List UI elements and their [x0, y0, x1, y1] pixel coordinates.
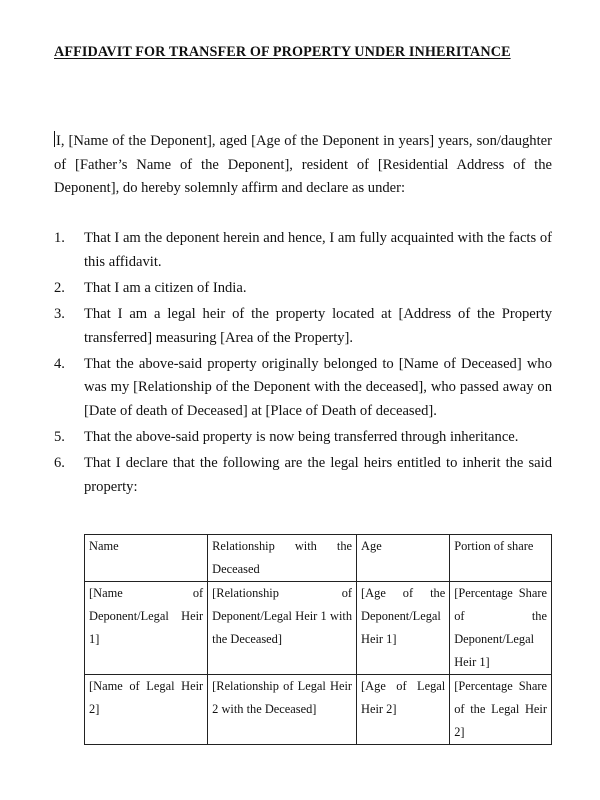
table-cell: [Percentage Share of the Legal Heir 2]: [450, 675, 552, 745]
clause-item: [54, 303, 554, 350]
clause-number: 5.: [54, 429, 65, 446]
table-header-cell: Relationship with the Deceased: [208, 535, 357, 582]
table-header-cell: Age: [357, 535, 450, 582]
legal-heirs-table: [84, 534, 552, 745]
table-cell: [Age of the Deponent/Legal Heir 1]: [357, 582, 450, 675]
clause-text: That the above-said property originally belonged to [Name of Deceased] who was my [Relationship of the Deponent with the deceased], who passed away on [Date of death of Deceased] at [Place of Death of deceased].: [84, 355, 552, 419]
clause-number: 3.: [54, 306, 65, 323]
table-header-row: [85, 535, 552, 582]
table-header-cell: Portion of share: [450, 535, 552, 582]
clause-number: 1.: [54, 230, 65, 246]
clause-text: That I declare that the following are the legal heirs entitled to inherit the said property:: [84, 455, 552, 495]
clause-item: [54, 277, 554, 301]
clause-text: That the above-said property is now being transferred through inheritance.: [84, 429, 519, 446]
table-cell: [Age of Legal Heir 2]: [357, 675, 450, 745]
table-cell: [Name of Legal Heir 2]: [85, 675, 208, 745]
clause-list: [54, 227, 554, 502]
table-cell: [Percentage Share of the Deponent/Legal Heir 1]: [450, 582, 552, 675]
clause-item: [54, 452, 554, 499]
clause-item: [54, 353, 554, 424]
intro-paragraph[interactable]: [54, 130, 552, 201]
clause-number: 6.: [54, 455, 65, 472]
clause-item: [54, 426, 554, 450]
table-cell: [Relationship of Deponent/Legal Heir 1 with the Deceased]: [208, 582, 357, 675]
clause-number: 4.: [54, 355, 65, 372]
clause-text: That I am a legal heir of the property located at [Address of the Property transferred] measuring [Area of the Property].: [84, 306, 552, 346]
document-title: AFFIDAVIT FOR TRANSFER OF PROPERTY UNDER INHERITANCE: [54, 44, 511, 60]
table-row: [85, 675, 552, 745]
clause-text: That I am the deponent herein and hence, I am fully acquainted with the facts of this affidavit.: [84, 230, 552, 270]
clause-number: 2.: [54, 279, 65, 296]
table-cell: [Name of Deponent/Legal Heir 1]: [85, 582, 208, 675]
clause-item: [54, 227, 554, 274]
clause-text: That I am a citizen of India.: [84, 279, 247, 296]
table-row: [85, 582, 552, 675]
table-header-cell: Name: [85, 535, 208, 582]
table-cell: [Relationship of Legal Heir 2 with the Deceased]: [208, 675, 357, 745]
text-cursor: [54, 131, 55, 147]
intro-text: I, [Name of the Deponent], aged [Age of the Deponent in years] years, son/daughter of [Father’s Name of the Deponent], resident of [Residential Address of the Deponent], do hereby solemnly affirm and declare as under:: [54, 133, 552, 196]
